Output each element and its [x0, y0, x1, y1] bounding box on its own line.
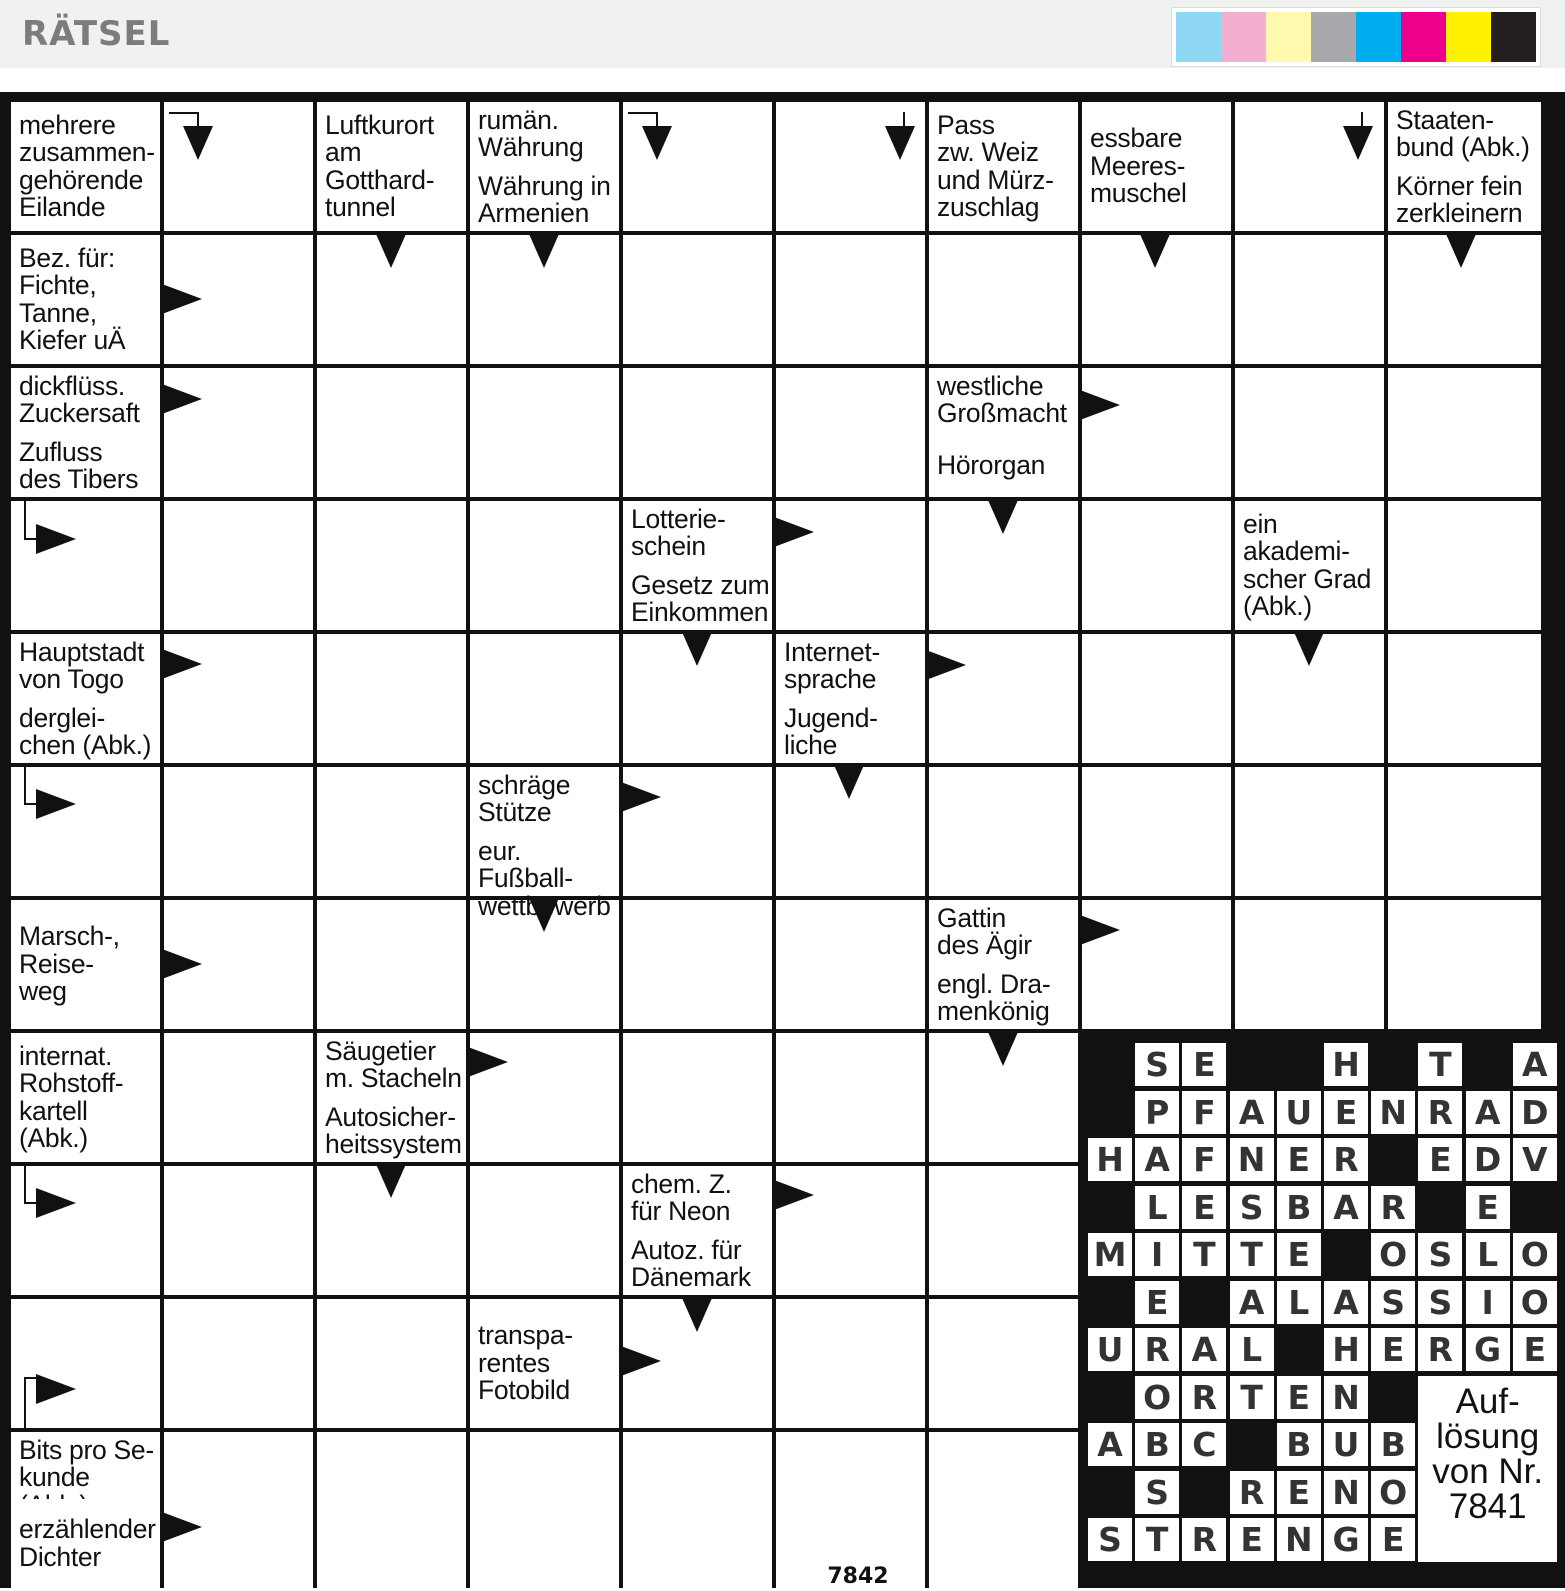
grid-cell[interactable]	[1388, 900, 1541, 1029]
solution-letter: B	[1277, 1186, 1321, 1229]
leader-line	[628, 112, 658, 130]
solution-letter: E	[1371, 1328, 1415, 1371]
arrow-right-icon	[621, 1346, 661, 1376]
grid-cell[interactable]	[776, 1299, 925, 1428]
grid-cell[interactable]	[164, 1033, 313, 1162]
solution-letter: U	[1277, 1091, 1321, 1134]
leader-line	[903, 112, 905, 130]
solution-letter: E	[1277, 1376, 1321, 1419]
solution-panel	[1082, 1033, 1549, 1588]
arrow-down-icon	[529, 234, 559, 268]
arrow-down-icon	[1294, 632, 1324, 666]
clue-cell: Körner fein zerkleinern	[1388, 169, 1541, 231]
arrow-right-icon	[621, 782, 661, 812]
clue-cell: derglei- chen (Abk.)	[11, 701, 160, 763]
grid-cell[interactable]	[317, 767, 466, 896]
solution-letter: N	[1371, 1091, 1415, 1134]
solution-letter: T	[1182, 1233, 1226, 1276]
leader-line	[169, 112, 199, 130]
clue-cell: Hauptstadt von Togo	[11, 634, 160, 698]
solution-letter: O	[1513, 1233, 1557, 1276]
solution-letter: E	[1277, 1138, 1321, 1181]
solution-letter: A	[1182, 1328, 1226, 1371]
clue-cell: Gesetz zum Einkommen	[623, 568, 772, 630]
solution-letter: L	[1466, 1233, 1510, 1276]
solution-caption: Auf- lösung von Nr. 7841	[1418, 1376, 1557, 1562]
color-swatch-6	[1446, 12, 1491, 62]
solution-letter: L	[1230, 1328, 1274, 1371]
solution-letter: V	[1513, 1138, 1557, 1181]
arrow-right-icon	[774, 1180, 814, 1210]
grid-cell[interactable]	[929, 767, 1078, 896]
clue-cell: Jugend- liche	[776, 701, 925, 763]
clue-cell: Währung in Armenien	[470, 169, 619, 231]
solution-letter: E	[1513, 1328, 1557, 1371]
leader-line	[1361, 112, 1363, 130]
color-swatch-1	[1221, 12, 1266, 62]
solution-letter: I	[1135, 1233, 1179, 1276]
solution-letter: O	[1135, 1376, 1179, 1419]
grid-cell[interactable]	[317, 1432, 466, 1588]
grid-cell[interactable]	[623, 900, 772, 1029]
color-swatch-2	[1266, 12, 1311, 62]
solution-letter: T	[1135, 1518, 1179, 1561]
grid-cell[interactable]	[470, 1166, 619, 1295]
arrow-down-icon	[376, 234, 406, 268]
solution-letter: U	[1088, 1328, 1132, 1371]
solution-letter: H	[1324, 1328, 1368, 1371]
solution-letter: N	[1324, 1376, 1368, 1419]
arrow-right-icon	[774, 517, 814, 547]
solution-letter: T	[1230, 1376, 1274, 1419]
clue-cell: Gattin des Ägir	[929, 900, 1078, 964]
arrow-right-icon	[1080, 390, 1120, 420]
solution-letter: E	[1135, 1281, 1179, 1324]
solution-letter: B	[1135, 1423, 1179, 1466]
grid-cell[interactable]	[623, 368, 772, 497]
arrow-down-icon	[1343, 126, 1373, 160]
solution-letter: E	[1418, 1138, 1462, 1181]
clue-cell: westliche Großmacht	[929, 368, 1078, 432]
solution-letter: U	[1324, 1423, 1368, 1466]
solution-letter: R	[1230, 1471, 1274, 1514]
clue-cell: dickflüss. Zuckersaft	[11, 368, 160, 432]
solution-letter: E	[1277, 1471, 1321, 1514]
clue-cell: rumän. Währung	[470, 102, 619, 166]
solution-letter: A	[1513, 1043, 1557, 1086]
grid-cell[interactable]	[164, 1299, 313, 1428]
solution-letter: P	[1135, 1091, 1179, 1134]
grid-cell[interactable]	[470, 1432, 619, 1588]
arrow-right-icon	[1080, 915, 1120, 945]
arrow-down-icon	[682, 1298, 712, 1332]
solution-letter: N	[1324, 1471, 1368, 1514]
grid-cell[interactable]	[470, 634, 619, 763]
page-title: RÄTSEL	[22, 14, 171, 54]
arrow-right-icon	[162, 284, 202, 314]
solution-letter: E	[1182, 1186, 1226, 1229]
solution-letter: A	[1324, 1281, 1368, 1324]
grid-cell[interactable]	[1388, 767, 1541, 896]
clue-cell: transpa- rentes Fotobild	[470, 1299, 619, 1428]
grid-cell[interactable]	[317, 1299, 466, 1428]
leader-line	[24, 765, 44, 805]
arrow-right-icon	[162, 949, 202, 979]
solution-letter: E	[1230, 1518, 1274, 1561]
solution-letter: H	[1324, 1043, 1368, 1086]
clue-cell: eur. Fußball- wettbewerb	[470, 834, 619, 896]
clue-cell: Säugetier m. Stacheln	[317, 1033, 466, 1097]
solution-letter: E	[1277, 1233, 1321, 1276]
color-swatch-7	[1491, 12, 1536, 62]
solution-letter: S	[1230, 1186, 1274, 1229]
clue-cell: Hörorgan	[929, 435, 1078, 497]
solution-letter: R	[1182, 1376, 1226, 1419]
grid-cell[interactable]	[164, 767, 313, 896]
grid-cell[interactable]	[470, 501, 619, 630]
solution-letter: F	[1182, 1138, 1226, 1181]
clue-cell: Autosicher- heitssystem	[317, 1100, 466, 1162]
solution-letter: S	[1088, 1518, 1132, 1561]
solution-letter: A	[1466, 1091, 1510, 1134]
grid-cell[interactable]	[1235, 767, 1384, 896]
solution-letter: A	[1135, 1138, 1179, 1181]
solution-letter: I	[1466, 1281, 1510, 1324]
clue-cell: essbare Meeres- muschel	[1082, 102, 1231, 231]
clue-cell: Autoz. für Dänemark	[623, 1233, 772, 1295]
solution-letter: E	[1466, 1186, 1510, 1229]
clue-cell: Zufluss des Tibers	[11, 435, 160, 497]
grid-cell[interactable]	[929, 235, 1078, 364]
solution-letter: R	[1371, 1186, 1415, 1229]
clue-cell: Marsch-, Reise- weg	[11, 900, 160, 1029]
arrow-down-icon	[988, 500, 1018, 534]
clue-cell: Bits pro Se- kunde	[11, 1432, 160, 1496]
print-color-bar	[1172, 8, 1540, 66]
solution-letter: S	[1371, 1281, 1415, 1324]
grid-cell[interactable]	[164, 1432, 313, 1588]
arrow-down-icon	[529, 898, 559, 932]
solution-letter: B	[1277, 1423, 1321, 1466]
clue-cell: mehrere zusammen- gehörende Eilande	[11, 102, 160, 231]
grid-cell[interactable]	[929, 1166, 1078, 1295]
solution-letter: O	[1513, 1281, 1557, 1324]
clue-cell: Internet- sprache	[776, 634, 925, 698]
grid-cell[interactable]	[776, 900, 925, 1029]
solution-letter: T	[1230, 1233, 1274, 1276]
solution-letter: S	[1418, 1281, 1462, 1324]
grid-cell[interactable]	[776, 235, 925, 364]
grid-cell[interactable]	[776, 368, 925, 497]
arrow-down-icon	[1446, 234, 1476, 268]
solution-letter: A	[1230, 1091, 1274, 1134]
solution-letter: N	[1230, 1138, 1274, 1181]
solution-letter: R	[1182, 1518, 1226, 1561]
crossword-grid	[0, 92, 1565, 1588]
grid-cell[interactable]	[164, 501, 313, 630]
color-swatch-0	[1176, 12, 1221, 62]
solution-letter: A	[1230, 1281, 1274, 1324]
arrow-right-icon	[162, 649, 202, 679]
solution-letter: L	[1277, 1281, 1321, 1324]
grid-cell[interactable]	[317, 368, 466, 497]
solution-letter: T	[1418, 1043, 1462, 1086]
grid-cell[interactable]	[1082, 767, 1231, 896]
puzzle-number: 7842	[823, 1563, 893, 1588]
solution-letter: M	[1088, 1233, 1132, 1276]
clue-cell: chem. Z. für Neon	[623, 1166, 772, 1230]
color-swatch-5	[1401, 12, 1446, 62]
color-swatch-3	[1311, 12, 1356, 62]
header-bar	[0, 0, 1565, 68]
solution-letter: S	[1135, 1043, 1179, 1086]
solution-letter: D	[1466, 1138, 1510, 1181]
clue-cell: ein akademi- scher Grad (Abk.)	[1235, 501, 1384, 630]
solution-letter: S	[1418, 1233, 1462, 1276]
arrow-right-icon	[468, 1047, 508, 1077]
arrow-down-icon	[183, 126, 213, 160]
clue-cell: Luftkurort am Gotthard- tunnel	[317, 102, 466, 231]
solution-letter: F	[1182, 1091, 1226, 1134]
grid-cell[interactable]	[929, 1432, 1078, 1588]
leader-line	[24, 1164, 44, 1204]
clue-cell: Bez. für: Fichte, Tanne, Kiefer uÄ	[11, 235, 160, 364]
solution-letter: C	[1182, 1423, 1226, 1466]
grid-cell[interactable]	[470, 368, 619, 497]
solution-letter: R	[1418, 1091, 1462, 1134]
grid-cell[interactable]	[776, 1033, 925, 1162]
grid-cell[interactable]	[1235, 368, 1384, 497]
solution-letter: B	[1371, 1423, 1415, 1466]
grid-cell[interactable]	[317, 634, 466, 763]
solution-letter: N	[1277, 1518, 1321, 1561]
arrow-down-icon	[1140, 234, 1170, 268]
grid-cell[interactable]	[1082, 501, 1231, 630]
grid-cell[interactable]	[1388, 368, 1541, 497]
solution-letter: E	[1182, 1043, 1226, 1086]
arrow-down-icon	[834, 765, 864, 799]
solution-letter: E	[1324, 1091, 1368, 1134]
solution-letter: A	[1088, 1423, 1132, 1466]
solution-letter: H	[1088, 1138, 1132, 1181]
clue-cell: Pass zw. Weiz und Mürz- zuschlag	[929, 102, 1078, 231]
solution-letter: A	[1324, 1186, 1368, 1229]
clue-cell: internat. Rohstoff- kartell (Abk.)	[11, 1033, 160, 1162]
arrow-down-icon	[885, 126, 915, 160]
solution-letter: E	[1371, 1518, 1415, 1561]
solution-letter: G	[1466, 1328, 1510, 1371]
solution-letter: R	[1135, 1328, 1179, 1371]
arrow-down-icon	[988, 1032, 1018, 1066]
solution-letter: L	[1135, 1186, 1179, 1229]
solution-letter: R	[1324, 1138, 1368, 1181]
grid-cell[interactable]	[623, 235, 772, 364]
arrow-down-icon	[642, 126, 672, 160]
clue-cell: schräge Stütze	[470, 767, 619, 831]
arrow-right-icon	[162, 384, 202, 414]
grid-cell[interactable]	[1388, 501, 1541, 630]
arrow-down-icon	[376, 1164, 406, 1198]
clue-cell: engl. Dra- menkönig	[929, 967, 1078, 1029]
grid-cell[interactable]	[164, 1166, 313, 1295]
solution-letter: D	[1513, 1091, 1557, 1134]
grid-cell[interactable]	[1235, 235, 1384, 364]
leader-line	[24, 500, 44, 540]
solution-letter: S	[1135, 1471, 1179, 1514]
arrow-right-icon	[162, 1512, 202, 1542]
grid-cell[interactable]	[1388, 634, 1541, 763]
leader-line	[24, 1377, 44, 1429]
grid-cell[interactable]	[1082, 368, 1231, 497]
color-swatch-4	[1356, 12, 1401, 62]
clue-cell: Staaten- bund (Abk.)	[1388, 102, 1541, 166]
arrow-down-icon	[682, 632, 712, 666]
grid-cell[interactable]	[623, 1432, 772, 1588]
solution-letter: O	[1371, 1471, 1415, 1514]
solution-letter: O	[1371, 1233, 1415, 1276]
clue-cell: erzählender Dichter	[11, 1499, 160, 1588]
grid-cell[interactable]	[317, 501, 466, 630]
solution-letter: R	[1418, 1328, 1462, 1371]
grid-cell[interactable]	[623, 1033, 772, 1162]
arrow-right-icon	[926, 650, 966, 680]
grid-cell[interactable]	[1082, 634, 1231, 763]
grid-cell[interactable]	[1235, 900, 1384, 1029]
grid-cell[interactable]	[929, 1299, 1078, 1428]
solution-letter: G	[1324, 1518, 1368, 1561]
grid-cell[interactable]	[317, 900, 466, 1029]
clue-cell: Lotterie- schein	[623, 501, 772, 565]
